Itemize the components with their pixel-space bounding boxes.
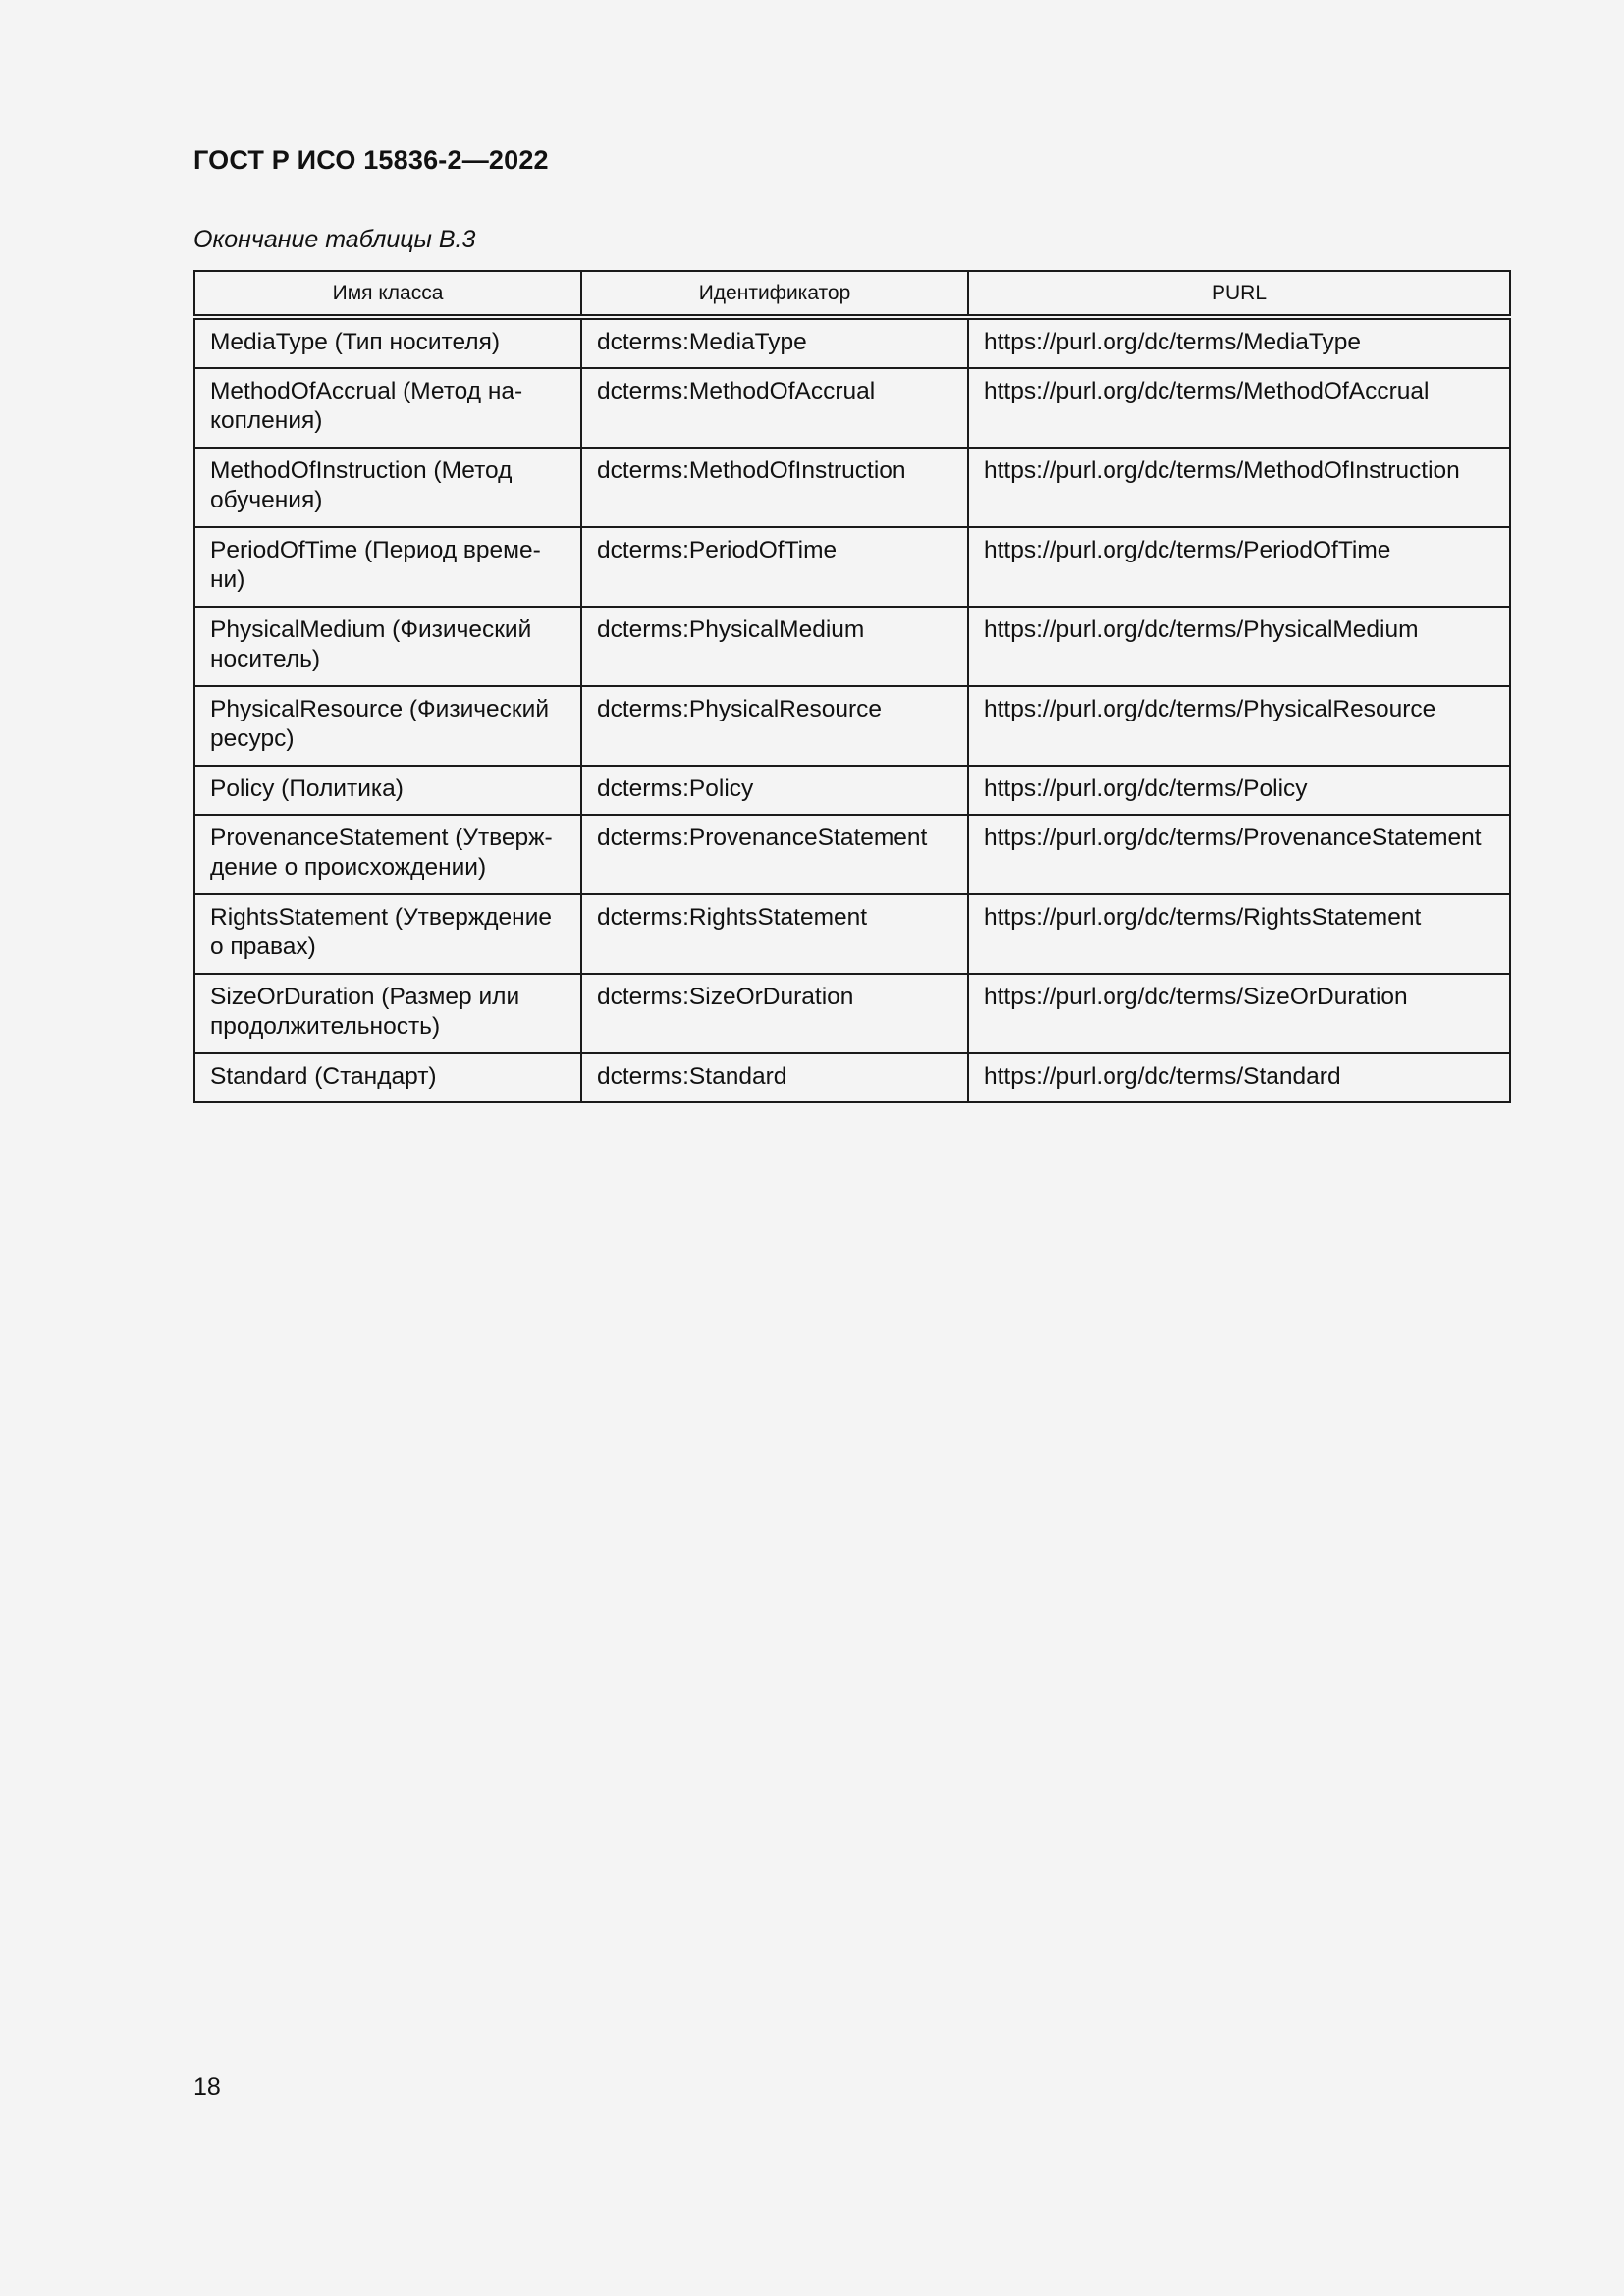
table-row: [194, 448, 1510, 527]
table-body: [194, 317, 1510, 1102]
table-row: [194, 1053, 1510, 1102]
table-header-row: [194, 271, 1510, 317]
cell-identifier: dcterms:MethodOfAccrual: [581, 368, 968, 448]
cell-purl: https://purl.org/dc/terms/MethodOfInstruction: [968, 448, 1510, 527]
cell-identifier: dcterms:Policy: [581, 766, 968, 815]
table-caption: Окончание таблицы В.3: [193, 226, 476, 253]
cell-purl: https://purl.org/dc/terms/Standard: [968, 1053, 1510, 1102]
cell-identifier: dcterms:MethodOfInstruction: [581, 448, 968, 527]
cell-purl: https://purl.org/dc/terms/PhysicalResource: [968, 686, 1510, 766]
table-row: [194, 894, 1510, 974]
column-header-purl: PURL: [968, 271, 1510, 317]
cell-class-name: RightsStatement (Утверждение о правах): [194, 894, 581, 974]
table-row: [194, 317, 1510, 368]
table-row: [194, 368, 1510, 448]
document-header: ГОСТ Р ИСО 15836-2—2022: [193, 145, 549, 175]
cell-purl: https://purl.org/dc/terms/RightsStatement: [968, 894, 1510, 974]
cell-purl: https://purl.org/dc/terms/PeriodOfTime: [968, 527, 1510, 607]
terms-table-container: [193, 270, 1509, 1103]
cell-class-name: PhysicalMedium (Физический носитель): [194, 607, 581, 686]
cell-identifier: dcterms:SizeOrDuration: [581, 974, 968, 1053]
cell-class-name: Policy (Политика): [194, 766, 581, 815]
cell-class-name: MethodOfInstruction (Метод обучения): [194, 448, 581, 527]
cell-class-name: ProvenanceStatement (Утверж-дение о происхождении): [194, 815, 581, 894]
column-header-class-name: Имя класса: [194, 271, 581, 317]
cell-identifier: dcterms:MediaType: [581, 317, 968, 368]
cell-purl: https://purl.org/dc/terms/MethodOfAccrual: [968, 368, 1510, 448]
cell-class-name: MediaType (Тип носителя): [194, 317, 581, 368]
table-row: [194, 686, 1510, 766]
column-header-identifier: Идентификатор: [581, 271, 968, 317]
cell-class-name: SizeOrDuration (Размер или продолжительность): [194, 974, 581, 1053]
table-header: [194, 271, 1510, 317]
table-row: [194, 974, 1510, 1053]
terms-table: [193, 270, 1511, 1103]
cell-class-name: Standard (Стандарт): [194, 1053, 581, 1102]
cell-identifier: dcterms:ProvenanceStatement: [581, 815, 968, 894]
table-row: [194, 527, 1510, 607]
cell-class-name: PeriodOfTime (Период време-ни): [194, 527, 581, 607]
cell-purl: https://purl.org/dc/terms/PhysicalMedium: [968, 607, 1510, 686]
table-row: [194, 815, 1510, 894]
cell-identifier: dcterms:Standard: [581, 1053, 968, 1102]
cell-identifier: dcterms:PeriodOfTime: [581, 527, 968, 607]
cell-purl: https://purl.org/dc/terms/ProvenanceStatement: [968, 815, 1510, 894]
page-number: 18: [193, 2073, 221, 2101]
cell-purl: https://purl.org/dc/terms/SizeOrDuration: [968, 974, 1510, 1053]
cell-identifier: dcterms:PhysicalResource: [581, 686, 968, 766]
table-row: [194, 607, 1510, 686]
table-row: [194, 766, 1510, 815]
cell-identifier: dcterms:PhysicalMedium: [581, 607, 968, 686]
cell-purl: https://purl.org/dc/terms/Policy: [968, 766, 1510, 815]
cell-class-name: MethodOfAccrual (Метод на-копления): [194, 368, 581, 448]
cell-identifier: dcterms:RightsStatement: [581, 894, 968, 974]
cell-purl: https://purl.org/dc/terms/MediaType: [968, 317, 1510, 368]
cell-class-name: PhysicalResource (Физический ресурс): [194, 686, 581, 766]
